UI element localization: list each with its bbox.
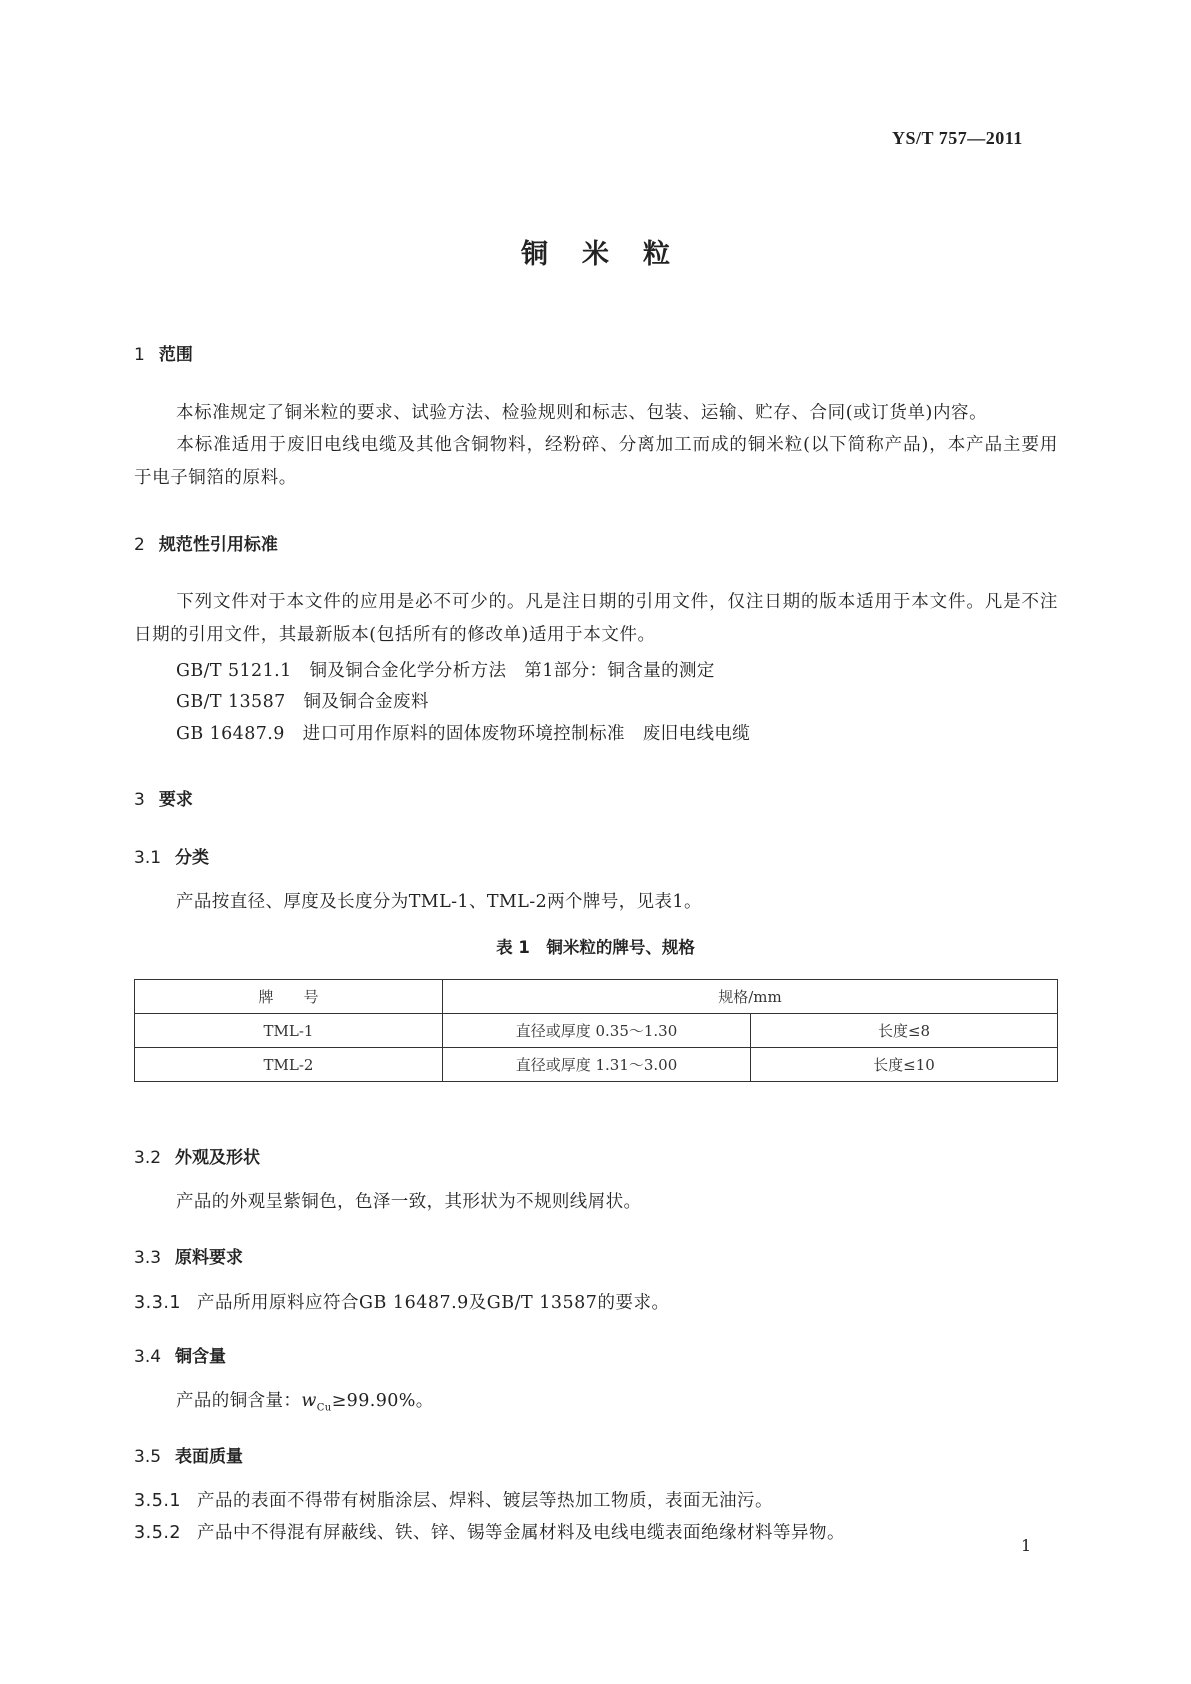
header-grade: 牌 号 [135,980,443,1014]
scope-paragraph-1: 本标准规定了铜米粒的要求、试验方法、检验规则和标志、包装、运输、贮存、合同(或订货单)内容。 [176,403,988,423]
section-title: 原料要求 [175,1248,244,1268]
diameter-cell: 直径或厚度 1.31～3.00 [443,1048,751,1082]
document-title: 铜米粒 [521,239,704,270]
surface-quality-item [134,1519,845,1544]
reference-item: GB/T 5121.1 铜及铜合金化学分析方法 第1部分：铜含量的测定 [176,661,715,681]
section-3-1-heading [134,843,209,868]
mass-fraction-symbol: w [301,1391,317,1411]
item-text: 产品所用原料应符合GB 16487.9及GB/T 13587的要求。 [197,1293,670,1313]
grade-spec-table [134,979,1058,1082]
raw-material-item [134,1289,669,1314]
diameter-cell: 直径或厚度 0.35～1.30 [443,1014,751,1048]
section-number: 2 [134,535,145,555]
section-3-3-heading [134,1243,243,1268]
item-text: 产品中不得混有屏蔽线、铁、锌、锡等金属材料及电线电缆表面绝缘材料等异物。 [197,1523,846,1543]
references-intro-paragraph: 下列文件对于本文件的应用是必不可少的。凡是注日期的引用文件，仅注日期的版本适用于本文件。凡是不注日期的引用文件，其最新版本(包括所有的修改单)适用于本文件。 [134,592,1058,645]
section-number: 3 [134,790,145,810]
page-number: 1 [1021,1536,1032,1555]
section-number: 3.2 [134,1148,162,1168]
table-header-row [135,980,1058,1014]
length-cell: 长度≤10 [751,1048,1058,1082]
copper-content-text: 产品的铜含量：$w_{Cu}\ge 99.90\%$。 [176,1391,434,1414]
grade-cell: TML-1 [135,1014,443,1048]
section-2-heading [134,530,278,555]
section-3-4-heading [134,1342,226,1367]
section-title: 范围 [158,345,193,365]
section-3-5-heading [134,1442,243,1467]
section-number: 3.5 [134,1447,162,1467]
surface-quality-item [134,1487,773,1512]
scope-paragraph-2: 本标准适用于废旧电线电缆及其他含铜物料，经粉碎、分离加工而成的铜米粒(以下简称产品)，本产品主要用于电子铜箔的原料。 [134,435,1058,488]
reference-item: GB 16487.9 进口可用作原料的固体废物环境控制标准 废旧电线电缆 [176,724,751,744]
length-cell: 长度≤8 [751,1014,1058,1048]
section-number: 1 [134,345,145,365]
section-number: 3.4 [134,1347,162,1367]
classification-text: 产品按直径、厚度及长度分为TML-1、TML-2两个牌号，见表1。 [176,892,702,912]
item-number: 3.3.1 [134,1293,182,1313]
section-number: 3.3 [134,1248,162,1268]
table-row [135,1048,1058,1082]
grade-cell: TML-2 [135,1048,443,1082]
reference-item: GB/T 13587 铜及铜合金废料 [176,692,429,712]
standard-code: YS/T 757—2011 [892,128,1023,148]
section-title: 规范性引用标准 [158,535,278,555]
item-number: 3.5.2 [134,1523,182,1543]
appearance-text: 产品的外观呈紫铜色，色泽一致，其形状为不规则线屑状。 [176,1192,642,1212]
section-number: 3.1 [134,848,162,868]
header-spec: 规格/mm [443,980,1058,1014]
section-1-heading [134,340,193,365]
section-3-2-heading [134,1143,260,1168]
section-title: 分类 [175,848,210,868]
section-title: 铜含量 [175,1347,227,1367]
copper-subscript: Cu [316,1402,332,1414]
table-1-caption: 表 1 铜米粒的牌号、规格 [496,938,695,957]
item-number: 3.5.1 [134,1491,182,1511]
section-title: 外观及形状 [175,1148,261,1168]
table-row [135,1014,1058,1048]
item-text: 产品的表面不得带有树脂涂层、焊料、镀层等热加工物质，表面无油污。 [197,1491,774,1511]
section-3-heading [134,785,193,810]
section-title: 表面质量 [175,1447,244,1467]
section-title: 要求 [158,790,193,810]
